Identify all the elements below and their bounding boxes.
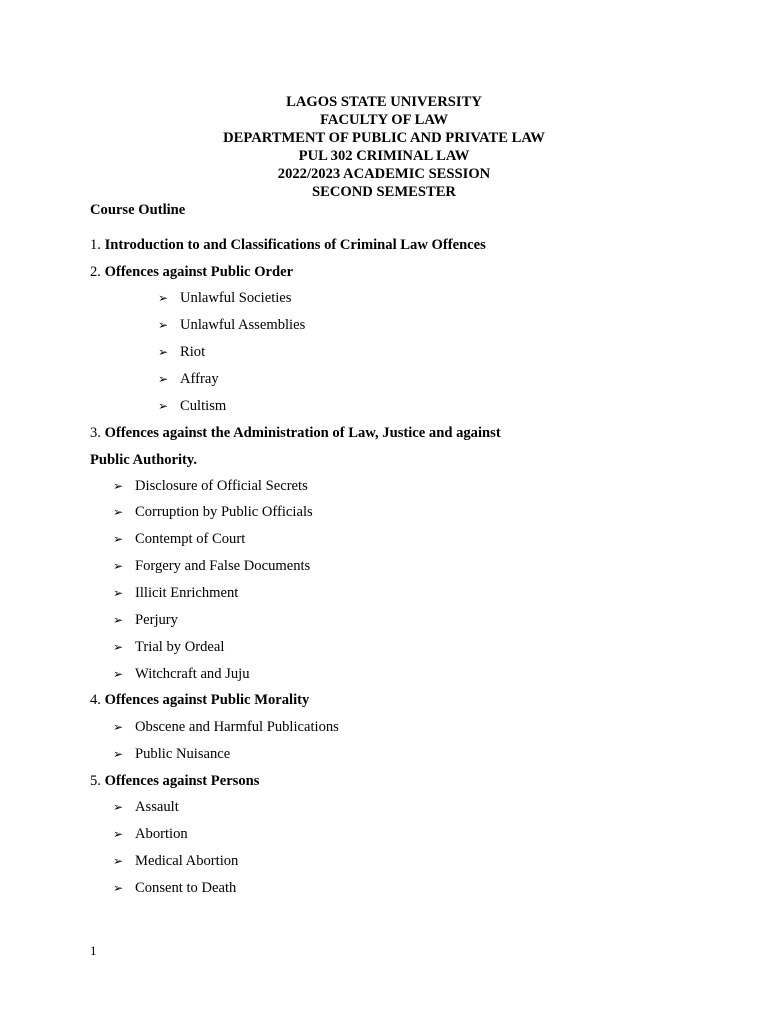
section-title: Offences against Persons (104, 773, 260, 789)
arrow-bullet-icon: ➢ (113, 667, 124, 681)
arrow-bullet-icon: ➢ (113, 532, 124, 546)
section-number: 1. (90, 237, 101, 253)
arrow-bullet-icon: ➢ (113, 479, 124, 493)
list-item: Disclosure of Official Secrets (135, 478, 308, 494)
arrow-bullet-icon: ➢ (113, 827, 124, 841)
list-item: Corruption by Public Officials (135, 504, 313, 520)
list-item: Forgery and False Documents (135, 558, 311, 574)
section-heading (90, 236, 486, 254)
arrow-bullet-icon: ➢ (113, 586, 124, 600)
arrow-bullet-icon: ➢ (158, 345, 169, 359)
section-title: Offences against Public Order (104, 264, 294, 280)
course-outline-label: Course Outline (90, 202, 186, 218)
section-number: 2. (90, 264, 101, 280)
page-number: 1 (90, 943, 97, 958)
list-item: Illicit Enrichment (135, 585, 239, 601)
arrow-bullet-icon: ➢ (158, 318, 169, 332)
header-university: LAGOS STATE UNIVERSITY (286, 94, 482, 110)
list-item: Assault (135, 799, 179, 815)
arrow-bullet-icon: ➢ (113, 747, 124, 761)
list-item: Unlawful Assemblies (180, 317, 306, 333)
section-heading (90, 772, 259, 790)
section-number: 4. (90, 692, 101, 708)
header-faculty: FACULTY OF LAW (320, 112, 448, 128)
section-title-continued: Public Authority. (90, 452, 198, 468)
arrow-bullet-icon: ➢ (158, 399, 169, 413)
header-semester: SECOND SEMESTER (312, 184, 456, 200)
arrow-bullet-icon: ➢ (113, 881, 124, 895)
list-item: Affray (180, 371, 219, 387)
header-session: 2022/2023 ACADEMIC SESSION (277, 166, 491, 182)
list-item: Public Nuisance (135, 746, 231, 762)
section-number: 3. (90, 425, 101, 441)
list-item: Medical Abortion (135, 853, 239, 869)
list-item: Trial by Ordeal (135, 639, 225, 655)
arrow-bullet-icon: ➢ (158, 372, 169, 386)
header-course: PUL 302 CRIMINAL LAW (298, 148, 470, 164)
document-header (0, 93, 768, 201)
list-item: Abortion (135, 826, 188, 842)
header-department: DEPARTMENT OF PUBLIC AND PRIVATE LAW (223, 130, 545, 146)
section-number: 5. (90, 773, 101, 789)
list-item: Riot (180, 344, 206, 360)
arrow-bullet-icon: ➢ (158, 291, 169, 305)
list-item: Contempt of Court (135, 531, 246, 547)
list-item: Cultism (180, 398, 227, 414)
section-heading (90, 263, 293, 281)
list-item: Witchcraft and Juju (135, 666, 250, 682)
list-item: Unlawful Societies (180, 290, 292, 306)
list-item: Consent to Death (135, 880, 237, 896)
arrow-bullet-icon: ➢ (113, 559, 124, 573)
section-title: Offences against Public Morality (104, 692, 310, 708)
list-item: Perjury (135, 612, 178, 628)
arrow-bullet-icon: ➢ (113, 800, 124, 814)
arrow-bullet-icon: ➢ (113, 854, 124, 868)
arrow-bullet-icon: ➢ (113, 720, 124, 734)
section-heading (90, 424, 501, 442)
section-heading (90, 691, 309, 709)
section-title: Introduction to and Classifications of Criminal Law Offences (104, 237, 486, 253)
arrow-bullet-icon: ➢ (113, 640, 124, 654)
list-item: Obscene and Harmful Publications (135, 719, 339, 735)
arrow-bullet-icon: ➢ (113, 505, 124, 519)
section-title: Offences against the Administration of Law, Justice and against (104, 425, 501, 441)
arrow-bullet-icon: ➢ (113, 613, 124, 627)
